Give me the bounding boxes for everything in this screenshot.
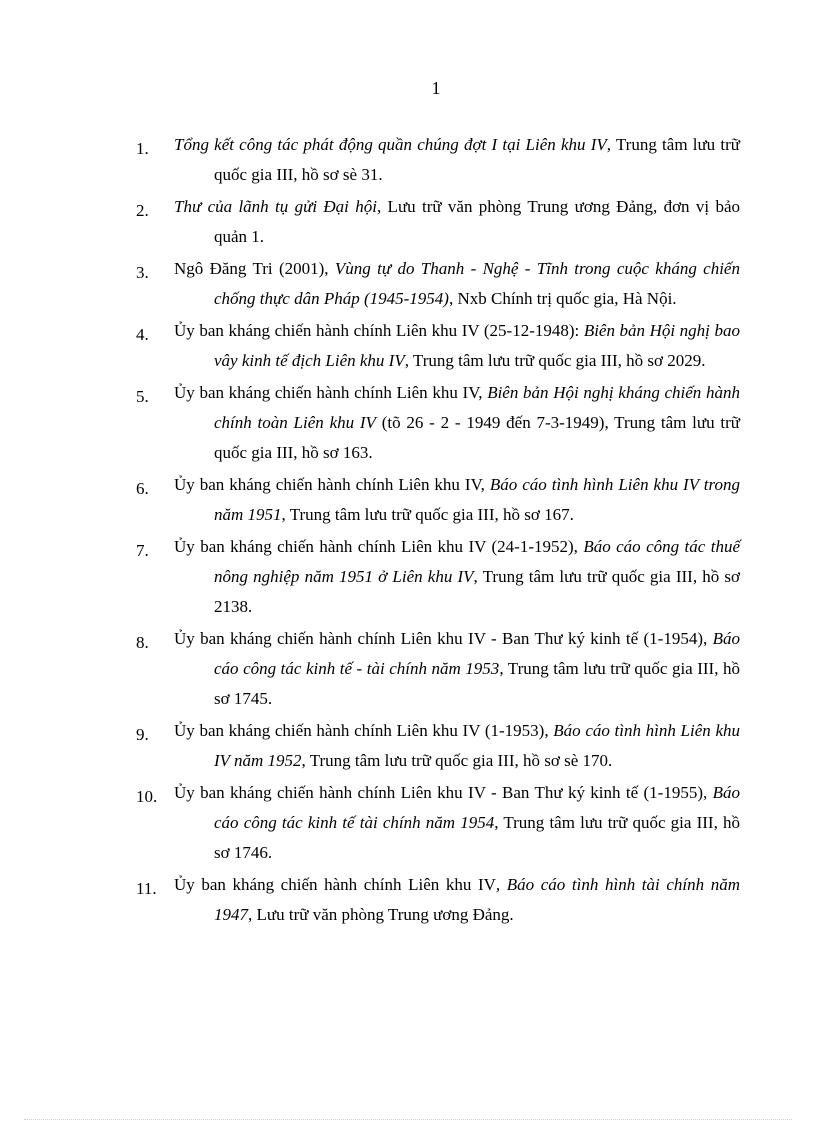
reference-text xyxy=(174,870,740,930)
reference-text xyxy=(174,192,740,252)
reference-title: Vùng tự do Thanh - Nghệ - Tĩnh trong cuộc kháng chiến chống thực dân Pháp (1945-1954) xyxy=(214,259,740,308)
reference-item xyxy=(136,316,740,376)
reference-item xyxy=(136,624,740,714)
reference-number: 3. xyxy=(136,263,149,282)
reference-source: , Lưu trữ văn phòng Trung ương Đảng. xyxy=(248,905,514,924)
reference-number: 7. xyxy=(136,541,149,560)
reference-source: , Trung tâm lưu trữ quốc gia III, hồ sơ 167. xyxy=(281,505,574,524)
reference-title: Thư của lãnh tụ gửi Đại hội xyxy=(174,197,377,216)
reference-author: Ủy ban kháng chiến hành chính Liên khu IV (25-12-1948): xyxy=(174,321,584,340)
reference-text xyxy=(174,130,740,190)
reference-author: Ủy ban kháng chiến hành chính Liên khu IV (24-1-1952), xyxy=(174,537,584,556)
reference-text xyxy=(174,716,740,776)
reference-source: , Trung tâm lưu trữ quốc gia III, hồ sơ 1746. xyxy=(214,813,741,862)
reference-source: , Trung tâm lưu trữ quốc gia III, hồ sơ 1745. xyxy=(214,659,740,708)
reference-number: 10. xyxy=(136,787,158,806)
reference-title: Biên bản Hội nghị bao vây kinh tế địch Liên khu IV xyxy=(214,321,740,370)
reference-author: Ủy ban kháng chiến hành chính Liên khu IV, xyxy=(174,383,488,402)
reference-title: , Báo cáo tình hình tài chính năm 1947 xyxy=(214,875,740,924)
reference-source: , Trung tâm lưu trữ quốc gia III, hồ sơ sè 170. xyxy=(301,751,613,770)
reference-title: Báo cáo công tác kinh tế tài chính năm 1954 xyxy=(214,783,740,832)
reference-item xyxy=(136,378,740,468)
reference-title: Tổng kết công tác phát động quần chúng đợt I tại Liên khu IV xyxy=(174,135,607,154)
page-bottom-divider xyxy=(24,1119,792,1120)
reference-number: 5. xyxy=(136,387,149,406)
reference-text xyxy=(174,532,740,622)
reference-title: Báo cáo công tác thuế nông nghiệp năm 1951 ở Liên khu IV xyxy=(214,537,740,586)
reference-source: , Trung tâm lưu trữ quốc gia III, hồ sơ sè 31. xyxy=(214,135,740,184)
reference-source: (tõ 26 - 2 - 1949 đến 7-3-1949), Trung tâm lưu trữ quốc gia III, hồ sơ 163. xyxy=(214,413,741,462)
reference-title: Biên bản Hội nghị kháng chiến hành chính toàn Liên khu IV xyxy=(214,383,740,432)
reference-source: , Trung tâm lưu trữ quốc gia III, hồ sơ 2029. xyxy=(404,351,706,370)
reference-title: Báo cáo tình hình Liên khu IV trong năm 1951 xyxy=(214,475,740,524)
reference-number: 8. xyxy=(136,633,149,652)
reference-number: 2. xyxy=(136,201,149,220)
reference-item xyxy=(136,470,740,530)
reference-source: , Nxb Chính trị quốc gia, Hà Nội. xyxy=(448,289,677,308)
page-number: 1 xyxy=(431,78,441,98)
reference-text xyxy=(174,778,740,868)
reference-author: Ủy ban kháng chiến hành chính Liên khu IV - Ban Thư ký kinh tế (1-1954), xyxy=(174,629,713,648)
reference-number: 9. xyxy=(136,725,149,744)
reference-item xyxy=(136,254,740,314)
reference-number: 11. xyxy=(136,879,157,898)
reference-text xyxy=(174,316,740,376)
reference-number: 4. xyxy=(136,325,149,344)
reference-author: Ngô Đăng Tri (2001), xyxy=(174,259,335,278)
reference-text xyxy=(174,470,740,530)
reference-source: , Lưu trữ văn phòng Trung ương Đảng, đơn vị bảo quản 1. xyxy=(214,197,741,246)
reference-author: Ủy ban kháng chiến hành chính Liên khu IV xyxy=(174,875,496,894)
reference-text xyxy=(174,624,740,714)
reference-title: Báo cáo tình hình Liên khu IV năm 1952 xyxy=(214,721,741,770)
reference-item xyxy=(136,870,740,930)
reference-item xyxy=(136,130,740,190)
reference-item xyxy=(136,716,740,776)
reference-title: Báo cáo công tác kinh tế - tài chính năm 1953 xyxy=(214,629,740,678)
reference-text xyxy=(174,254,740,314)
reference-item xyxy=(136,778,740,868)
reference-list xyxy=(136,130,740,932)
reference-author: Ủy ban kháng chiến hành chính Liên khu IV - Ban Thư ký kinh tế (1-1955), xyxy=(174,783,713,802)
reference-text xyxy=(174,378,740,468)
reference-source: , Trung tâm lưu trữ quốc gia III, hồ sơ 2138. xyxy=(214,567,740,616)
reference-item xyxy=(136,532,740,622)
reference-number: 6. xyxy=(136,479,149,498)
reference-author: Ủy ban kháng chiến hành chính Liên khu IV (1-1953), xyxy=(174,721,554,740)
reference-number: 1. xyxy=(136,139,149,158)
reference-item xyxy=(136,192,740,252)
reference-author: Ủy ban kháng chiến hành chính Liên khu IV, xyxy=(174,475,490,494)
